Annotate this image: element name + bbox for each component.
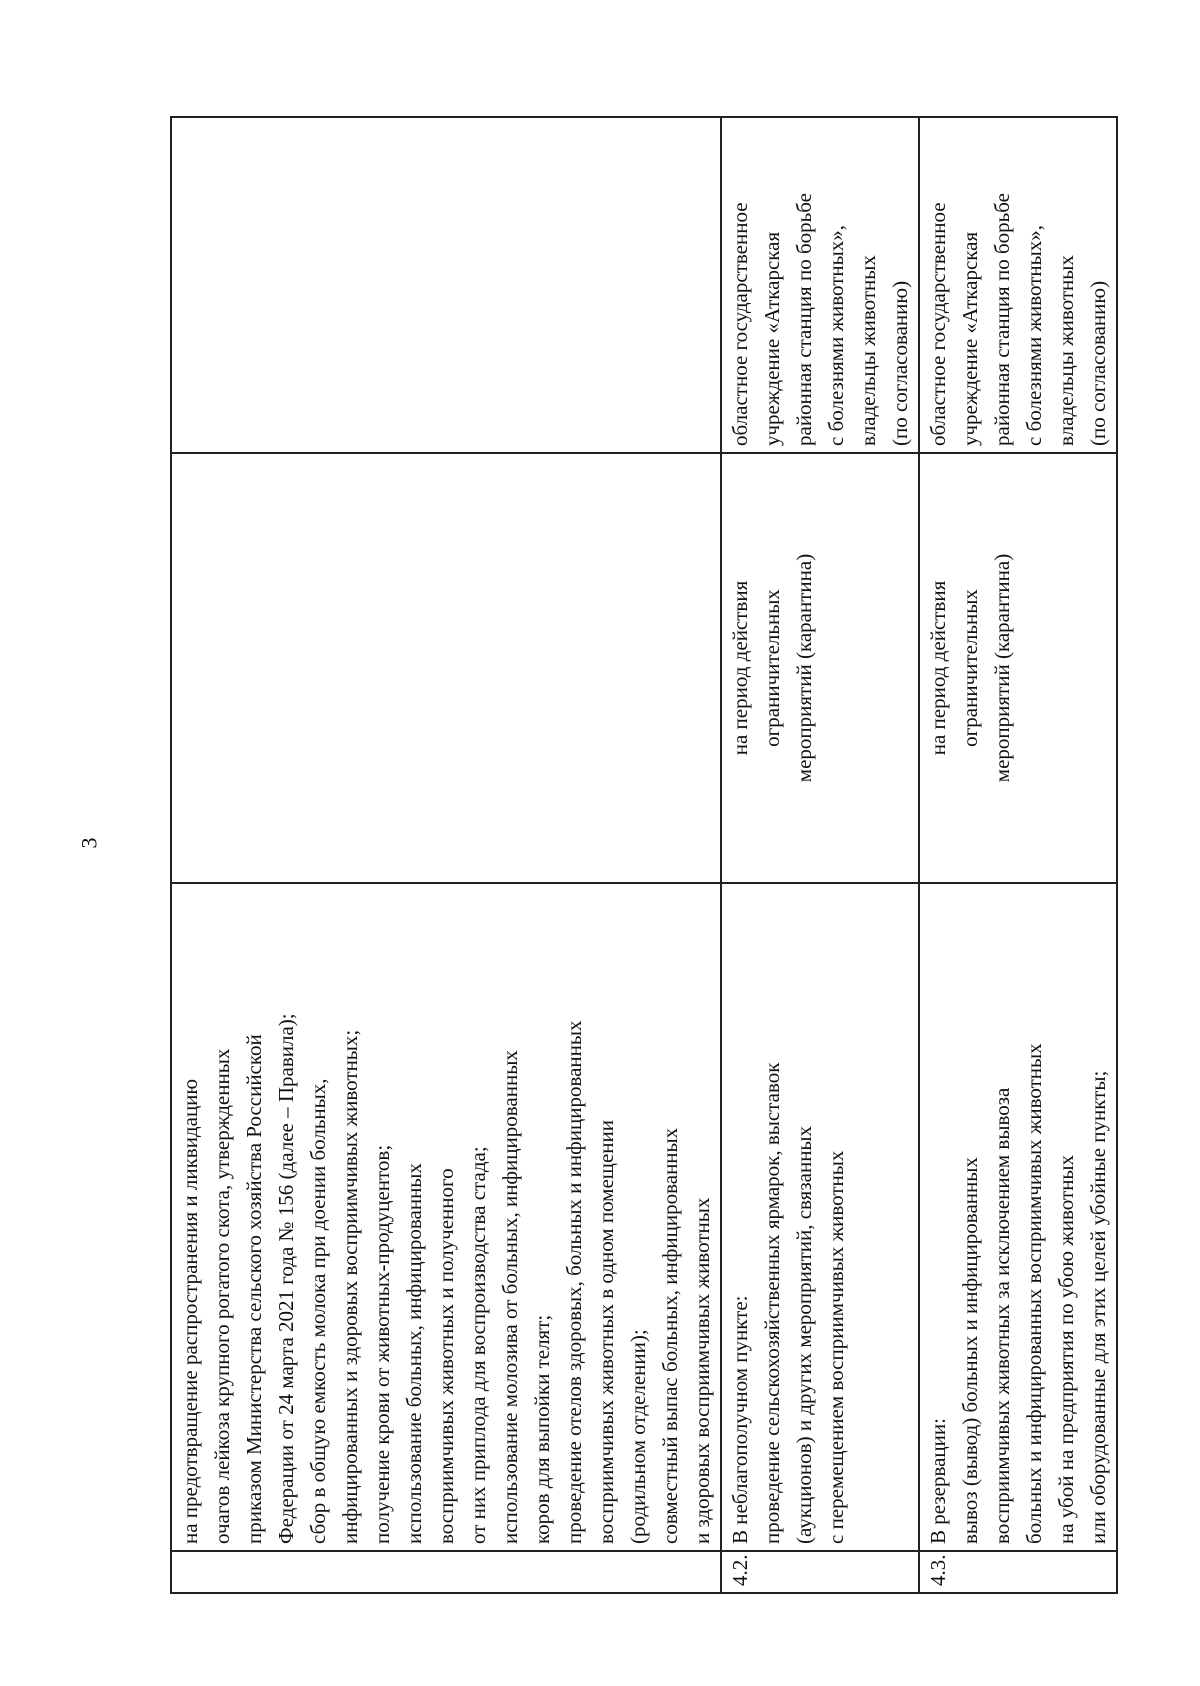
table-row bbox=[171, 117, 721, 1593]
table-row bbox=[919, 117, 1117, 1593]
measure-text-cell: В резервации: вывоз (вывод) больных и инфицированных восприимчивых животных за исключением вывоза больных и инфицированных восприимчивых животных на убой на предприятия по убою животных или оборудованные для этих целей убойные пункты; bbox=[919, 883, 1117, 1551]
item-number-cell bbox=[171, 1551, 721, 1593]
item-number-cell: 4.3. bbox=[919, 1551, 1117, 1593]
table-row bbox=[721, 117, 919, 1593]
term-cell: на период действия ограничительных мероприятий (карантина) bbox=[919, 453, 1117, 883]
item-number-cell: 4.2. bbox=[721, 1551, 919, 1593]
page-number: 3 bbox=[76, 837, 102, 849]
measure-text-cell: В неблагополучном пункте: проведение сельскохозяйственных ярмарок, выставок (аукционов) и других мероприятий, связанных с перемещением восприимчивых животных bbox=[721, 883, 919, 1551]
responsible-cell: областное государственное учреждение «Аткарская районная станция по борьбе с болезнями животных», владельцы животных (по согласованию) bbox=[721, 117, 919, 453]
responsible-cell bbox=[171, 117, 721, 453]
term-cell: на период действия ограничительных мероприятий (карантина) bbox=[721, 453, 919, 883]
rotated-page-content bbox=[170, 118, 1110, 1594]
term-cell bbox=[171, 453, 721, 883]
responsible-cell: областное государственное учреждение «Аткарская районная станция по борьбе с болезнями животных», владельцы животных (по согласованию) bbox=[919, 117, 1117, 453]
measures-table bbox=[170, 116, 1118, 1594]
measure-text-cell: на предотвращение распространения и ликвидацию очагов лейкоза крупного рогатого скота, утвержденных приказом Министерства сельского хозяйства Российской Федерации от 24 марта 2021 года № 156 (далее – Правила); сбор в общую емкость молока при доении больных, инфицированных и здоровых восприимчивых животных; получение крови от животных-продуцентов; использование больных, инфицированных восприимчивых животных и полученного от них приплода для воспроизводства стада; использование молозива от больных, инфицированных коров для выпойки телят; проведение отелов здоровых, больных и инфицированных восприимчивых животных в одном помещении (родильном отделении); совместный выпас больных, инфицированных и здоровых восприимчивых животных bbox=[171, 883, 721, 1551]
